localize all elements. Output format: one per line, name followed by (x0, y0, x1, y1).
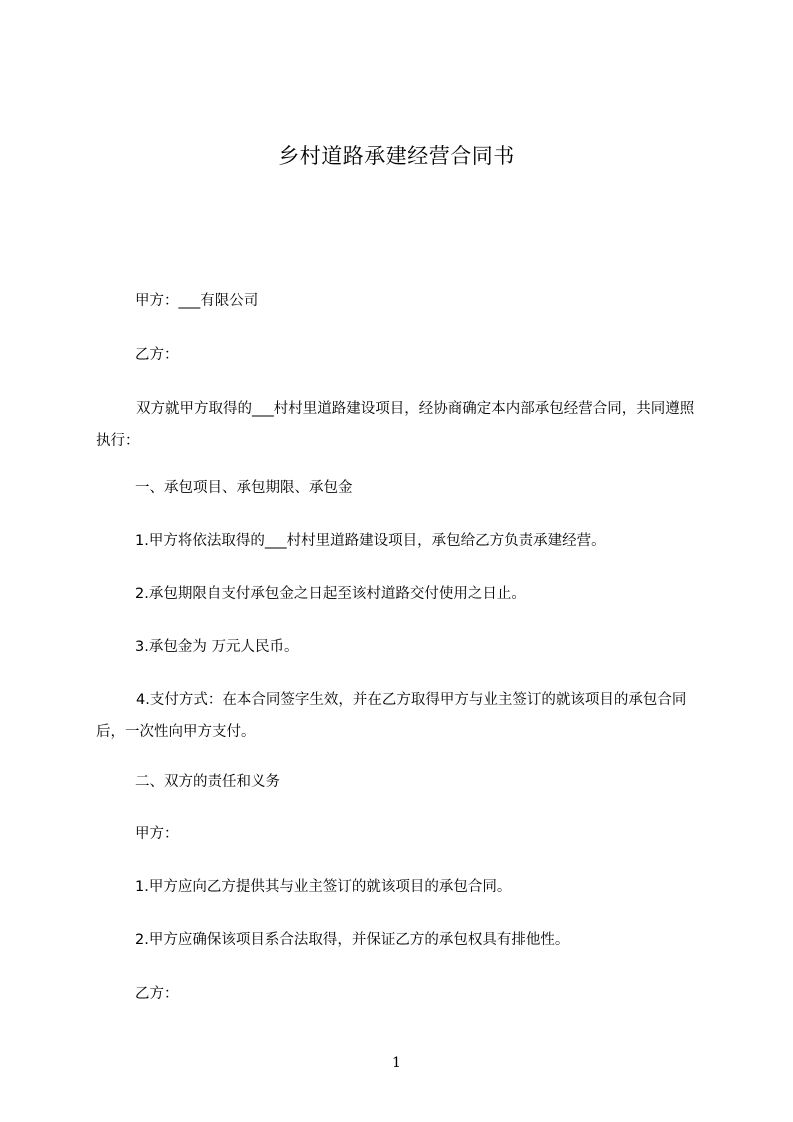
clause-1-4: 4.支付方式：在本合同签字生效，并在乙方取得甲方与业主签订的就该项目的承包合同后，一次性向甲方支付。 (96, 692, 687, 740)
section-2-heading: 二、双方的责任和义务 (135, 774, 280, 790)
party-a-line: 甲方：___有限公司 (135, 293, 259, 309)
party-b-duties-label: 乙方： (135, 986, 179, 1002)
clause-1-3: 3.承包金为 万元人民币。 (135, 639, 299, 655)
party-b-line: 乙方： (135, 347, 179, 363)
document-title: 乡村道路承建经营合同书 (278, 144, 515, 168)
clause-1-1: 1.甲方将依法取得的___村村里道路建设项目，承包给乙方负责承建经营。 (135, 533, 606, 549)
clause-1-2: 2.承包期限自支付承包金之日起至该村道路交付使用之日止。 (135, 586, 526, 602)
duty-a-1: 1.甲方应向乙方提供其与业主签订的就该项目的承包合同。 (135, 879, 512, 895)
page-number: 1 (392, 1055, 401, 1071)
section-1-heading: 一、承包项目、承包期限、承包金 (135, 480, 353, 496)
party-a-duties-label: 甲方： (135, 826, 179, 842)
duty-a-2: 2.甲方应确保该项目系合法取得，并保证乙方的承包权具有排他性。 (135, 932, 570, 948)
intro-paragraph: 双方就甲方取得的___村村里道路建设项目，经协商确定本内部承包经营合同，共同遵照执行： (96, 401, 695, 449)
